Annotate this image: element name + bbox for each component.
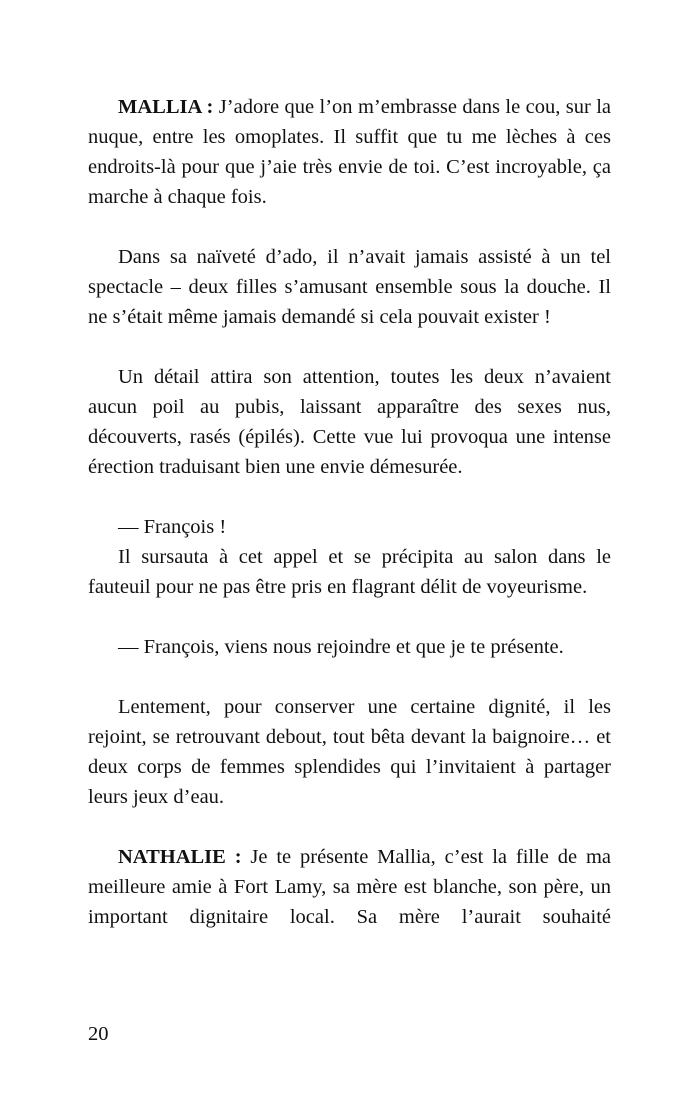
book-page (88, 92, 611, 932)
paragraph-gap (88, 212, 611, 242)
dialogue-mallia (88, 92, 611, 212)
dialogue-line: — François ! (118, 516, 227, 538)
page-number: 20 (88, 1023, 109, 1045)
narration-paragraph: Lentement, pour conserver une certaine dignité, il les rejoint, se retrouvant debout, tout bêta devant la baignoire… et deux corps de femmes splendides qui l’invitaient à partager leurs jeux d’eau. (88, 696, 611, 808)
narration-paragraph: Il sursauta à cet appel et se précipita au salon dans le fauteuil pour ne pas être pris en flagrant délit de voyeurisme. (88, 546, 611, 598)
narration-paragraph: Un détail attira son attention, toutes les deux n’avaient aucun poil au pubis, laissant apparaître des sexes nus, découverts, rasés (épilés). Cette vue lui provoqua une intense érection traduisant bien une envie démesurée. (88, 366, 611, 478)
paragraph-gap (88, 812, 611, 842)
speaker-name: NATHALIE : (118, 846, 242, 868)
dialogue-line: — François, viens nous rejoindre et que je te présente. (118, 636, 564, 658)
paragraph-gap (88, 332, 611, 362)
paragraph-gap (88, 602, 611, 632)
paragraph-gap (88, 482, 611, 512)
dialogue-nathalie (88, 842, 611, 932)
narration-paragraph: Dans sa naïveté d’ado, il n’avait jamais assisté à un tel spectacle – deux filles s’amusant ensemble sous la douche. Il ne s’était même jamais demandé si cela pouvait exister ! (88, 246, 611, 328)
paragraph-text: Je te présente Mallia, c’est la fille de ma meilleure amie à Fort Lamy, sa mère est blanche, son père, un important dignitaire local. Sa mère l’aurait souhaité (88, 846, 611, 928)
paragraph-text: J’adore que l’on m’embrasse dans le cou, sur la nuque, entre les omoplates. Il suffit que tu me lèches à ces endroits-là pour que j’aie très envie de toi. C’est incroyable, ça marche à chaque fois. (88, 96, 611, 208)
paragraph-gap (88, 662, 611, 692)
speaker-name: MALLIA : (118, 96, 214, 118)
